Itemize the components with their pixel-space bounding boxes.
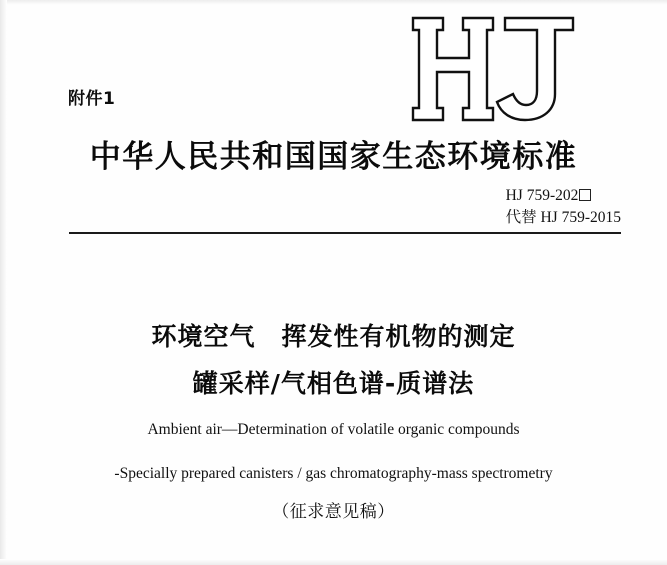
replaces-standard-line: 代替 HJ 759-2015: [505, 209, 621, 226]
title-en-line-2: -Specially prepared canisters / gas chromatography-mass spectrometry: [114, 464, 553, 482]
attachment-label: 附件1: [68, 89, 116, 109]
document-title-english: [0, 418, 667, 487]
draft-status-label: （征求意见稿）: [272, 502, 395, 522]
standard-number-placeholder-box: [579, 189, 591, 201]
standard-number: HJ 759-202: [505, 187, 579, 204]
title-cn-line-1: 环境空气 挥发性有机物的测定: [151, 322, 516, 351]
standard-number-block: [506, 185, 621, 229]
scan-edge-bottom: [0, 559, 667, 565]
hj-emblem-icon: [409, 12, 589, 122]
title-cn-line-2: 罐采样/气相色谱-质谱法: [192, 368, 475, 398]
document-title-chinese: [0, 318, 667, 404]
standard-number-line: [506, 185, 621, 207]
header-divider: [69, 232, 621, 234]
title-en-line-1: Ambient air—Determination of volatile organic compounds: [147, 421, 520, 438]
standard-authority-title: 中华人民共和国国家生态环境标准: [89, 139, 578, 175]
scan-edge-top: [0, 0, 667, 5]
